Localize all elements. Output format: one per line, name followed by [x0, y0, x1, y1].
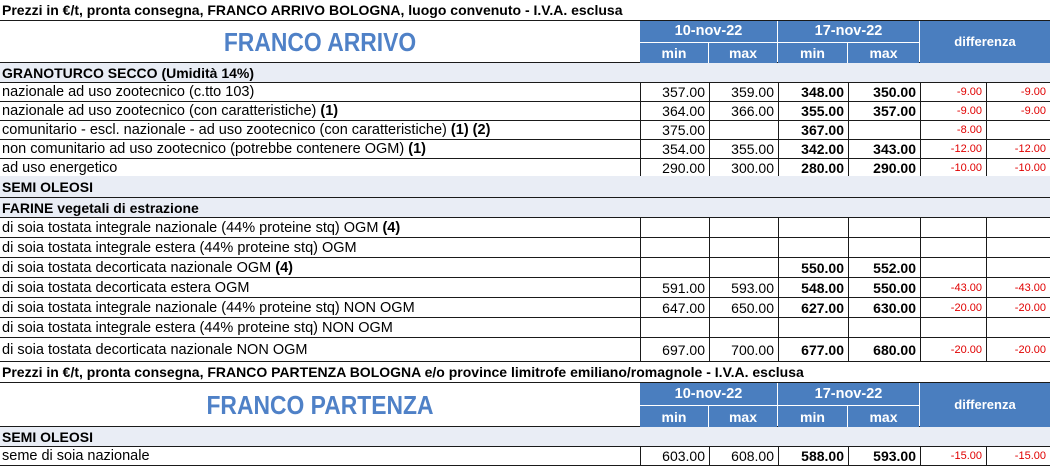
table-row [0, 298, 1050, 318]
row-description-text: ad uso energetico [2, 160, 118, 176]
cell-max1: 355.00 [709, 140, 778, 158]
cell-d2: -20.00 [986, 298, 1050, 317]
cell-d2 [986, 238, 1050, 257]
cell-d1: -12.00 [920, 140, 986, 158]
cell-d1: -9.00 [920, 83, 986, 101]
row-description [2, 140, 426, 159]
cell-d1: -20.00 [920, 298, 986, 317]
cell-max2: 350.00 [848, 83, 920, 101]
date-17nov-header: 17-nov-22 [778, 383, 919, 405]
cell-max2: 552.00 [848, 258, 920, 277]
cell-d1: -10.00 [920, 159, 986, 177]
cell-max2: 290.00 [848, 159, 920, 177]
differenza-header: differenza [920, 21, 1050, 63]
row-description-text: di soia tostata integrale estera (44% proteine stq) OGM [2, 240, 357, 256]
table-row [0, 278, 1050, 298]
cell-d1: -43.00 [920, 278, 986, 297]
cell-min2: 367.00 [778, 121, 848, 139]
cell-min1: 357.00 [640, 83, 709, 101]
min-header: min [778, 42, 848, 63]
cell-min2: 627.00 [778, 298, 848, 317]
cell-min1: 603.00 [640, 447, 709, 465]
header-title: Prezzi in €/t, pronta consegna, FRANCO ARRIVO BOLOGNA, luogo convenuto - I.V.A. esclusa [2, 2, 623, 18]
cell-max2: 550.00 [848, 278, 920, 297]
row-description-text: di soia tostata decorticata nazionale NON OGM [2, 342, 308, 358]
cell-max1: 593.00 [709, 278, 778, 297]
row-description [2, 318, 393, 338]
cell-d1: -15.00 [920, 447, 986, 465]
cell-max1: 359.00 [709, 83, 778, 101]
cell-max2 [848, 238, 920, 257]
section-granoturco [0, 63, 1050, 83]
max-header: max [848, 42, 919, 63]
table-row [0, 121, 1050, 140]
table-row [0, 338, 1050, 362]
cell-min1 [640, 318, 709, 337]
row-description [2, 258, 293, 278]
cell-min2: 550.00 [778, 258, 848, 277]
cell-d1: -8.00 [920, 121, 986, 139]
section-title: SEMI OLEOSI [2, 179, 94, 195]
row-description [2, 238, 357, 258]
row-note: (1) [408, 141, 426, 157]
differenza-header: differenza [920, 383, 1050, 427]
cell-min2: 588.00 [778, 447, 848, 465]
row-description [2, 338, 307, 362]
header-title-row [0, 0, 1050, 21]
row-description-text: di soia tostata integrale estera (44% proteine stq) NON OGM [2, 320, 393, 336]
cell-d1 [920, 318, 986, 337]
row-description-text: di soia tostata integrale nazionale (44% proteine stq) NON OGM [2, 300, 415, 316]
max-header: max [709, 42, 777, 63]
cell-d2: -43.00 [986, 278, 1050, 297]
header-band [0, 383, 1050, 427]
cell-max1 [709, 218, 778, 237]
cell-max2: 680.00 [848, 338, 920, 361]
cell-max1: 366.00 [709, 102, 778, 120]
row-description [2, 102, 338, 121]
row-note: (4) [382, 220, 401, 236]
cell-max1 [709, 318, 778, 337]
table-row [0, 318, 1050, 338]
row-note: (1) (2) [450, 122, 491, 138]
cell-min2 [778, 318, 848, 337]
section-title: FARINE vegetali di estrazione [2, 200, 199, 216]
cell-max1: 650.00 [709, 298, 778, 317]
cell-max2 [848, 121, 920, 139]
section-title: SEMI OLEOSI [2, 429, 94, 445]
cell-d2: -9.00 [986, 83, 1050, 101]
cell-d2: -9.00 [986, 102, 1050, 120]
row-description-text: di soia tostata integrale nazionale (44% proteine stq) OGM [2, 220, 379, 236]
cell-max1 [709, 258, 778, 277]
section-semi-oleosi [0, 176, 1050, 198]
cell-d1: -9.00 [920, 102, 986, 120]
cell-min1: 364.00 [640, 102, 709, 120]
cell-d2 [986, 318, 1050, 337]
table-row [0, 218, 1050, 238]
date-17nov-header: 17-nov-22 [778, 21, 919, 42]
cell-d1: -20.00 [920, 338, 986, 361]
cell-min2: 677.00 [778, 338, 848, 361]
date-10nov-header: 10-nov-22 [640, 21, 777, 42]
cell-d2: -10.00 [986, 159, 1050, 177]
cell-min1: 647.00 [640, 298, 709, 317]
min-header: min [640, 42, 709, 63]
section-semi-oleosi [0, 427, 1050, 447]
cell-d2: -12.00 [986, 140, 1050, 158]
cell-max2: 630.00 [848, 298, 920, 317]
row-description-text: nazionale ad uso zootecnico (con caratteristiche) [2, 103, 317, 119]
table-row [0, 258, 1050, 278]
cell-max2 [848, 218, 920, 237]
row-description-text: non comunitario ad uso zootecnico (potrebbe contenere OGM) [2, 141, 405, 157]
row-description [2, 121, 490, 140]
table-row [0, 238, 1050, 258]
cell-min1: 591.00 [640, 278, 709, 297]
cell-max1: 608.00 [709, 447, 778, 465]
header-band [0, 21, 1050, 63]
row-description-text: di soia tostata decorticata nazionale OGM [2, 260, 272, 276]
franco-arrivo-title: FRANCO ARRIVO [223, 27, 417, 57]
row-description [2, 83, 254, 102]
cell-min1: 290.00 [640, 159, 709, 177]
section-farine [0, 198, 1050, 218]
cell-min1 [640, 258, 709, 277]
table-row [0, 83, 1050, 102]
cell-min1 [640, 238, 709, 257]
date-10nov-header: 10-nov-22 [640, 383, 777, 405]
table-row [0, 447, 1050, 466]
max-header: max [848, 405, 919, 427]
cell-d2 [986, 218, 1050, 237]
cell-max1 [709, 121, 778, 139]
row-note: (4) [275, 260, 293, 276]
table-row [0, 140, 1050, 159]
row-description [2, 298, 415, 318]
cell-d1 [920, 218, 986, 237]
cell-d2 [986, 258, 1050, 277]
franco-partenza-title: FRANCO PARTENZA [206, 390, 434, 420]
row-description-text: di soia tostata decorticata estera OGM [2, 280, 250, 296]
table-row [0, 102, 1050, 121]
cell-max1 [709, 238, 778, 257]
max-header: max [709, 405, 777, 427]
header-title: Prezzi in €/t, pronta consegna, FRANCO PARTENZA BOLOGNA e/o province limitrofe emiliano/romagnole - I.V.A. esclusa [2, 364, 804, 380]
cell-min2 [778, 238, 848, 257]
cell-min2: 280.00 [778, 159, 848, 177]
section-title: GRANOTURCO SECCO (Umidità 14%) [2, 65, 255, 81]
cell-min2 [778, 218, 848, 237]
cell-max1: 300.00 [709, 159, 778, 177]
row-note: (1) [320, 103, 339, 119]
cell-max2 [848, 318, 920, 337]
cell-min2: 548.00 [778, 278, 848, 297]
cell-min1 [640, 218, 709, 237]
row-description [2, 278, 249, 298]
cell-min2: 342.00 [778, 140, 848, 158]
cell-d2: -15.00 [986, 447, 1050, 465]
cell-d2: -20.00 [986, 338, 1050, 361]
row-description-text: nazionale ad uso zootecnico (c.tto 103) [2, 84, 255, 100]
cell-min1: 354.00 [640, 140, 709, 158]
cell-d2 [986, 121, 1050, 139]
cell-d1 [920, 238, 986, 257]
min-header: min [640, 405, 709, 427]
header-title-row [0, 362, 1050, 383]
cell-max2: 357.00 [848, 102, 920, 120]
min-header: min [778, 405, 848, 427]
row-description-text: comunitario - escl. nazionale - ad uso zootecnico (con caratteristiche) [2, 122, 447, 138]
cell-min2: 355.00 [778, 102, 848, 120]
cell-min1: 375.00 [640, 121, 709, 139]
row-description [2, 218, 400, 238]
cell-d1 [920, 258, 986, 277]
row-description-text: seme di soia nazionale [2, 448, 150, 464]
cell-max1: 700.00 [709, 338, 778, 361]
cell-min1: 697.00 [640, 338, 709, 361]
cell-max2: 593.00 [848, 447, 920, 465]
cell-min2: 348.00 [778, 83, 848, 101]
row-description [2, 447, 150, 466]
cell-max2: 343.00 [848, 140, 920, 158]
